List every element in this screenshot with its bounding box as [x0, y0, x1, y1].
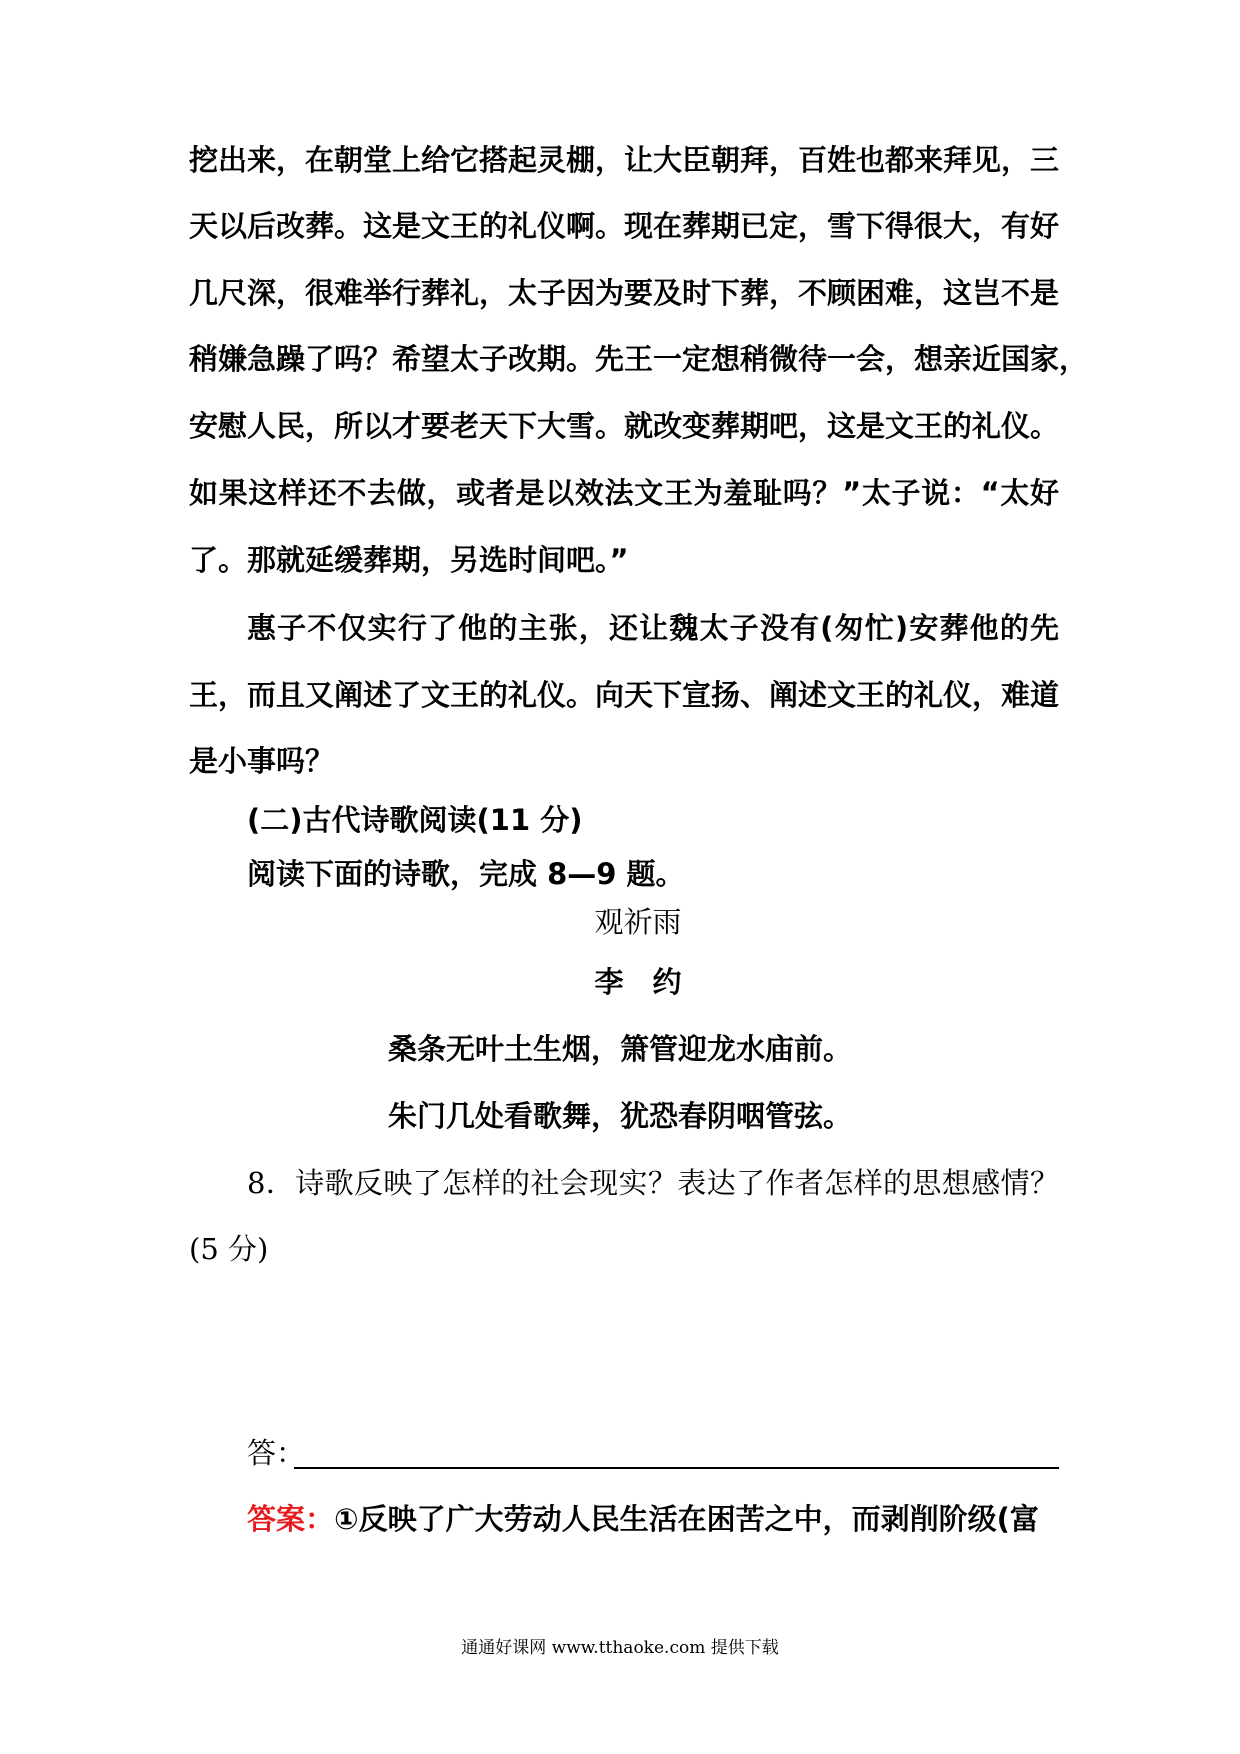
passage-line: 了。那就延缓葬期，另选时间吧。” [189, 543, 629, 577]
poem-line: 桑条无叶土生烟，箫管迎龙水庙前。 [387, 1032, 852, 1066]
passage-line: 几尺深，很难举行葬礼，太子因为要及时下葬，不顾困难，这岂不是 [189, 276, 1060, 310]
passage-line: 如果这样还不去做，或者是以效法文王为羞耻吗？”太子说：“太好 [189, 476, 1059, 510]
passage-line: 稍嫌急躁了吗？希望太子改期。先王一定想稍微待一会，想亲近国家， [189, 342, 1089, 376]
section-instruction: 阅读下面的诗歌，完成 8—9 题。 [247, 857, 685, 891]
answer-blank-label: 答： [247, 1436, 306, 1470]
question-text: 8．诗歌反映了怎样的社会现实？表达了作者怎样的思想感情？ [247, 1166, 1059, 1200]
section-heading: (二)古代诗歌阅读(11 分) [247, 803, 583, 837]
poem-author: 李 约 [594, 965, 682, 999]
question-points: (5 分) [189, 1232, 269, 1266]
passage-line: 挖出来，在朝堂上给它搭起灵棚，让大臣朝拜，百姓也都来拜见，三 [189, 143, 1060, 177]
answer-label: 答案： [247, 1502, 335, 1536]
footer-text: 通通好课网 www.tthaoke.com 提供下载 [461, 1638, 779, 1658]
answer-line [247, 1499, 1059, 1539]
passage-line: 王，而且又阐述了文王的礼仪。向天下宣扬、阐述文王的礼仪，难道 [189, 678, 1060, 712]
poem-line: 朱门几处看歌舞，犹恐春阴咽管弦。 [387, 1099, 852, 1133]
passage-line: 天以后改葬。这是文王的礼仪啊。现在葬期已定，雪下得很大，有好 [189, 209, 1060, 243]
answer-text: ①反映了广大劳动人民生活在困苦之中，而剥削阶级(富 [334, 1502, 1039, 1536]
passage-line: 安慰人民，所以才要老天下大雪。就改变葬期吧，这是文王的礼仪。 [189, 409, 1060, 443]
passage-line: 惠子不仅实行了他的主张，还让魏太子没有(匆忙)安葬他的先 [247, 611, 1059, 645]
poem-title: 观祈雨 [594, 905, 682, 939]
passage-line: 是小事吗？ [189, 744, 335, 778]
answer-blank-line [294, 1467, 1059, 1469]
